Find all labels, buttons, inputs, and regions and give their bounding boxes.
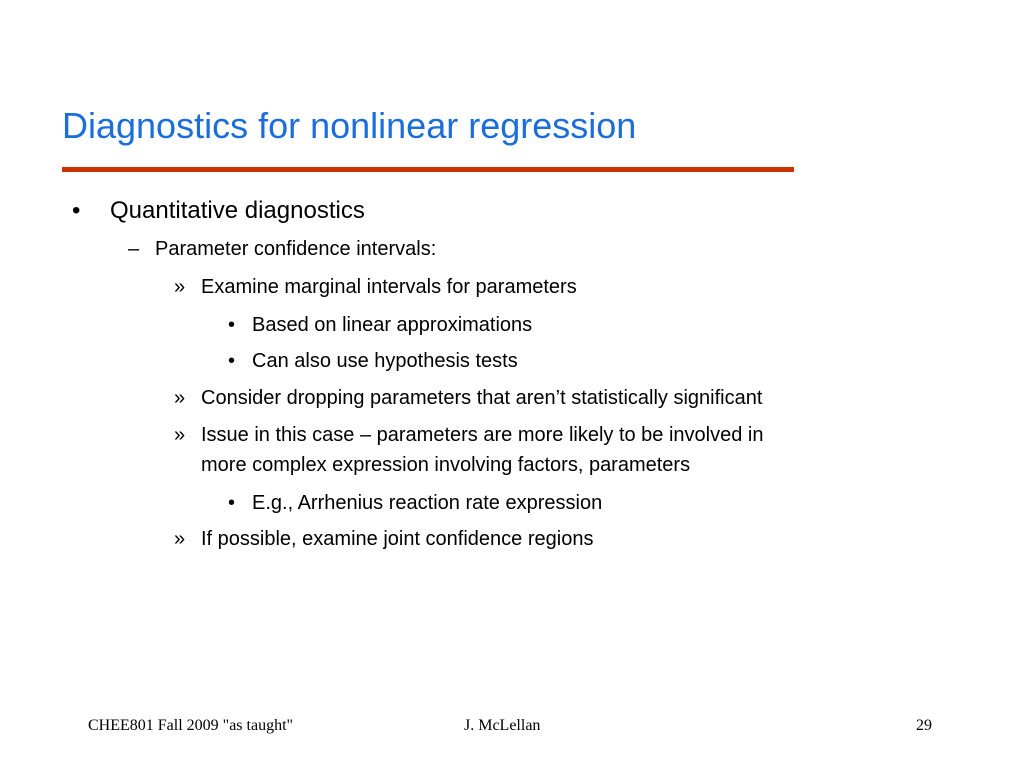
bullet-text: Can also use hypothesis tests <box>252 350 518 372</box>
bullet-text: Examine marginal intervals for parameters <box>201 276 577 298</box>
bullet-text: Consider dropping parameters that aren’t statistically significant <box>201 387 763 409</box>
bullet-marker: • <box>228 492 236 514</box>
slide-title: Diagnostics for nonlinear regression <box>62 105 637 146</box>
bullet-text: Parameter confidence intervals: <box>155 238 437 260</box>
chevron-marker: » <box>174 528 186 550</box>
bullet-text: Based on linear approximations <box>252 314 533 336</box>
dash-marker: – <box>128 238 140 260</box>
footer-author: J. McLellan <box>464 717 541 734</box>
bullet-text: Quantitative diagnostics <box>110 197 365 224</box>
footer-course: CHEE801 Fall 2009 "as taught" <box>88 717 294 734</box>
bullet-marker: • <box>72 197 81 224</box>
bullet-text: If possible, examine joint confidence regions <box>201 528 594 550</box>
title-underline <box>62 167 794 172</box>
bullet-text-line2: more complex expression involving factors, parameters <box>201 454 691 476</box>
footer-page-number: 29 <box>916 717 932 734</box>
bullet-marker: • <box>228 314 236 336</box>
bullet-text: E.g., Arrhenius reaction rate expression <box>252 492 603 514</box>
bullet-marker: • <box>228 350 236 372</box>
chevron-marker: » <box>174 387 186 409</box>
chevron-marker: » <box>174 424 186 446</box>
chevron-marker: » <box>174 276 186 298</box>
bullet-text-line1: Issue in this case – parameters are more likely to be involved in <box>201 424 764 446</box>
